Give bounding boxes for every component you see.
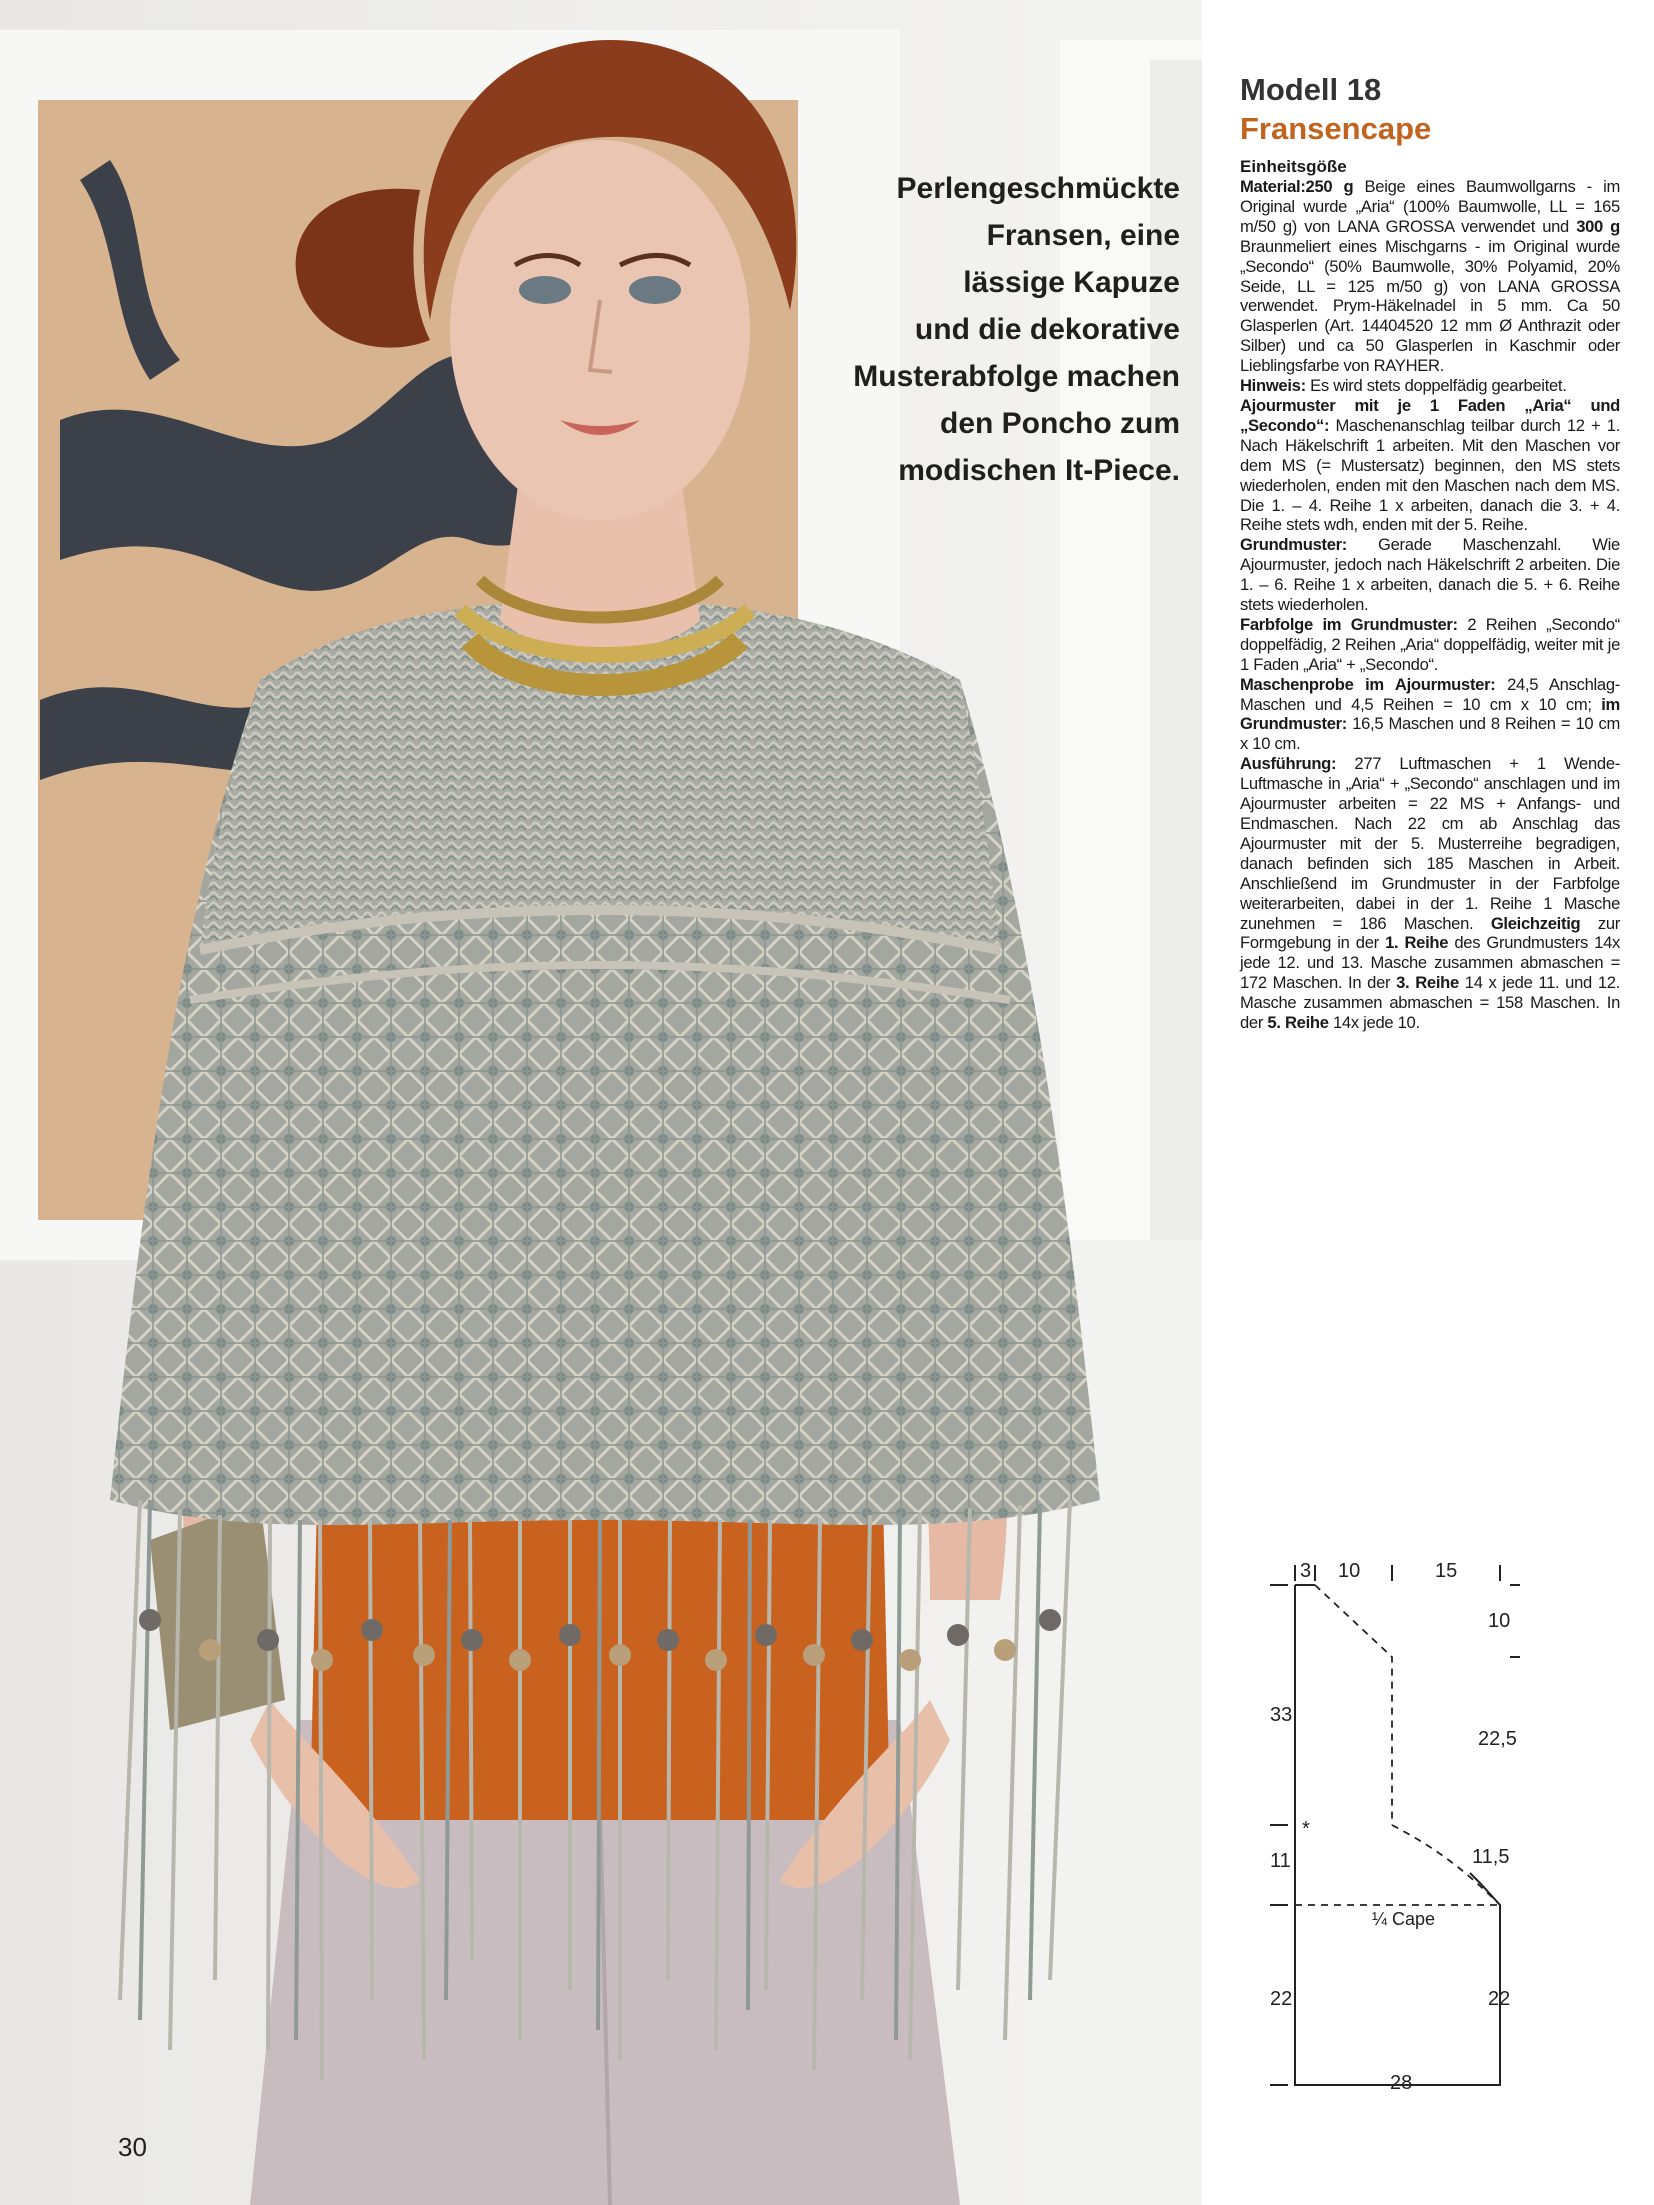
dim-right-1: 10 [1488, 1610, 1511, 1632]
cape-schematic [1260, 1545, 1520, 2105]
tagline [760, 165, 1180, 494]
face [450, 140, 750, 520]
dim-right-4: 22 [1488, 1988, 1511, 2010]
instructions [1240, 177, 1620, 1033]
instruction-heading: Farbfolge im Grundmuster: [1240, 614, 1458, 634]
instruction-heading: Grundmuster: [1240, 535, 1348, 555]
model-number: Modell 18 [1240, 72, 1382, 107]
instruction-emphasis: 3. Reihe [1396, 973, 1459, 993]
instruction-emphasis: 5. Reihe [1267, 1013, 1329, 1033]
instruction-emphasis: im Grundmuster: [1240, 694, 1620, 734]
dim-left-2: 11 [1270, 1850, 1291, 1872]
instruction-emphasis: 250 g [1305, 177, 1354, 196]
instruction-paragraph [1240, 396, 1620, 535]
instruction-paragraph [1240, 615, 1620, 675]
tagline-line: lässige Kapuze [963, 266, 1180, 299]
instruction-emphasis: 1. Reihe [1385, 933, 1449, 953]
tagline-line: Musterabfolge machen [853, 360, 1180, 393]
instruction-paragraph [1240, 675, 1620, 755]
instruction-paragraph [1240, 535, 1620, 615]
schematic-label: ¼ Cape [1372, 1909, 1436, 1929]
dim-right-2: 22,5 [1478, 1728, 1517, 1750]
instruction-text: 16,5 Maschen und 8 Reihen = 10 cm x 10 cm. [1240, 714, 1620, 754]
tagline-line: modischen It-Piece. [898, 454, 1180, 487]
instruction-text: Maschenanschlag teilbar durch 12 + 1. Nach Häkelschrift 1 arbeiten. Mit den Maschen vor dem MS (= Mustersatz) beginnen, den MS stets wiederholen, enden mit den Maschen nach dem MS. Die 1. – 4. Reihe 1 x arbeiten, danach die 3. + 4. Reihe stets wdh, enden mit der 5. Reihe. [1240, 415, 1620, 535]
dim-bottom: 28 [1390, 2072, 1413, 2094]
instruction-text: Braunmeliert eines Mischgarns - im Original wurde „Secondo“ (50% Baumwolle, 30% Polyamid, 20% Seide, LL = 125 m/50 g) von LANA GROSSA verwendet. Prym-Häkelnadel in 5 mm. Ca 50 Glasperlen (Art. 14404520 12 mm Ø Anthrazit oder Silber) und ca 50 Glasperlen in Kaschmir oder Lieblingsfarbe von RAYHER. [1240, 236, 1620, 376]
instruction-emphasis: 300 g [1576, 216, 1620, 236]
instruction-text: Beige eines Baumwollgarns - im Original wurde „Aria“ (100% Baumwolle, LL = 165 m/50 g) von LANA GROSSA verwendet und [1240, 177, 1620, 236]
instruction-heading: Material: [1240, 177, 1306, 196]
dim-top-3: 15 [1435, 1560, 1458, 1582]
instruction-heading: Hinweis: [1240, 376, 1306, 396]
tagline-line: den Poncho zum [940, 407, 1180, 440]
schematic-marker: * [1302, 1818, 1310, 1840]
dim-top-1: 3 [1300, 1560, 1312, 1582]
instruction-text: 277 Luftmaschen + 1 Wende-Luftmasche in „Aria“ + „Secondo“ anschlagen und im Ajourmuster arbeiten = 22 MS + Anfangs- und Endmaschen. Nach 22 cm ab Anschlag das Ajourmuster mit der 5. Musterreihe begradigen, danach befinden sich 185 Maschen in Arbeit. Anschließend im Grundmuster in der Farbfolge weiterarbeiten, dabei in der 1. Reihe 1 Masche zunehmen = 186 Maschen. [1240, 754, 1620, 933]
instruction-text: 24,5 Anschlag-Maschen und 4,5 Reihen = 10 cm x 10 cm; [1240, 674, 1620, 714]
model-title: Fransencape [1240, 111, 1432, 146]
tagline-line: und die dekorative [914, 313, 1180, 346]
instruction-paragraph [1240, 177, 1620, 376]
instruction-text: 2 Reihen „Secondo“ doppelfädig, 2 Reihen „Aria“ doppelfädig, weiter mit je 1 Faden „Aria“ + „Secondo“. [1240, 614, 1620, 674]
instruction-heading: Ajourmuster mit je 1 Faden „Aria“ und „Secondo“: [1240, 395, 1620, 435]
instruction-heading: Maschenprobe im Ajourmuster: [1240, 674, 1496, 694]
instruction-text: zur Formgebung in der [1240, 913, 1620, 953]
instruction-text: des Grundmusters 14x jede 12. und 13. Masche zusammen abmaschen = 172 Maschen. In der [1240, 933, 1620, 993]
pattern-column [1240, 70, 1620, 1033]
page-number: 30 [118, 2132, 147, 2162]
instruction-text: 14 x jede 11. und 12. Masche zusammen abmaschen = 158 Maschen. In der [1240, 973, 1620, 1033]
dim-left-1: 33 [1270, 1704, 1293, 1726]
dim-left-3: 22 [1270, 1988, 1293, 2010]
schematic-dashed [1295, 1585, 1500, 1905]
instruction-paragraph [1240, 376, 1620, 396]
tagline-line: Fransen, eine [986, 219, 1180, 252]
instruction-text: 14x jede 10. [1328, 1013, 1420, 1033]
instruction-text: Gerade Maschenzahl. Wie Ajourmuster, jedoch nach Häkelschrift 2 arbeiten. Die 1. – 6. Reihe 1 x arbeiten, danach die 5. + 6. Reihe stets wiederholen. [1240, 535, 1620, 615]
instruction-text: Es wird stets doppelfädig gearbeitet. [1305, 376, 1567, 396]
dim-right-3: 11,5 [1472, 1846, 1510, 1868]
tagline-line: Perlengeschmückte [896, 172, 1180, 205]
instruction-paragraph [1240, 754, 1620, 1033]
size-label: Einheitsgöße [1240, 157, 1347, 176]
instruction-emphasis: Gleichzeitig [1490, 913, 1581, 933]
dim-top-2: 10 [1338, 1560, 1361, 1582]
instruction-heading: Ausführung: [1240, 754, 1337, 774]
